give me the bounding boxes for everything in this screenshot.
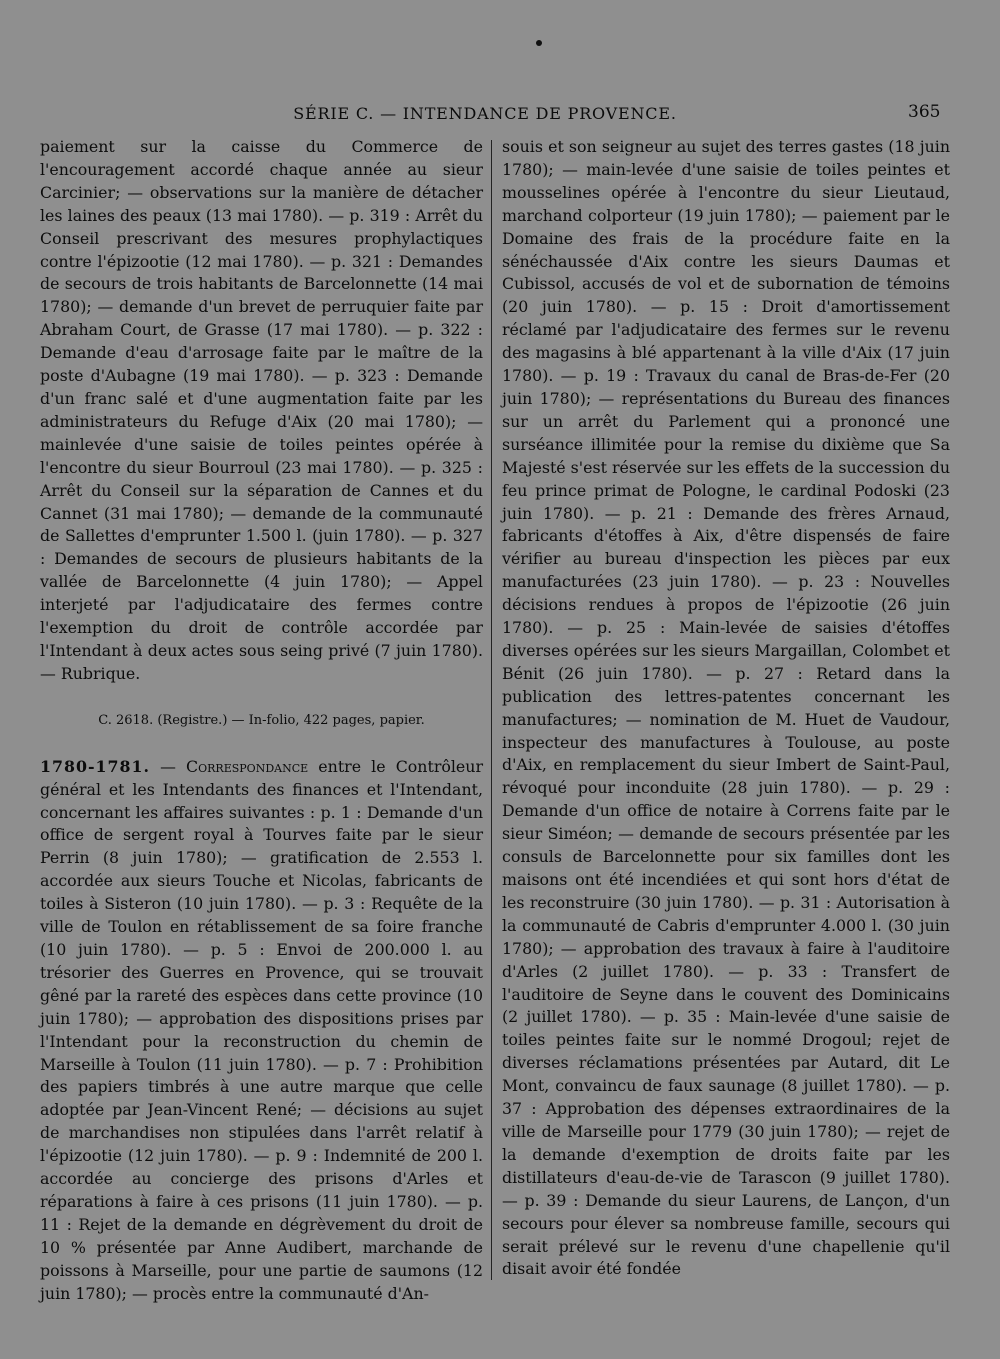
column-divider (491, 140, 492, 1280)
entry-body: entre le Contrôleur général et les Intendants des finances et l'Intendant, concernant les affaires suivantes : p. 1 : Demande d'un office de sergent royal à Tourves faite par le sieur Perrin (8 juin 1780); — gratification de 2.553 l. accordée aux sieurs Touche et Nicolas, fabricants de toiles à Sisteron (10 juin 1780). — p. 3 : Requête de la ville de Toulon en rétablissement de sa foire franche (10 juin 1780). — p. 5 : Envoi de 200.000 l. au trésorier des Guerres en Provence, qui se trouvait gêné par la rareté des espèces dans cette province (10 juin 1780); — approbation des dispositions prises par l'Intendant pour la reconstruction du chemin de Marseille à Toulon (11 juin 1780). — p. 7 : Prohibition des papiers timbrés à une autre marque que celle adoptée par Jean-Vincent René; — décisions au sujet de marchandises non stipulées dans l'arrêt relatif à l'épizootie (12 juin 1780). — p. 9 : Indemnité de 200 l. accordée au concierge des prisons d'Arles et réparations à faire à ces prisons (11 juin 1780). — p. 11 : Rejet de la demande en dégrèvement du droit de 10 % présentée par Anne Audibert, marchande de poissons à Marseille, pour une partie de saumons (12 juin 1780); — procès entre la communauté d'An- (40, 756, 484, 1303)
entry-date: 1780-1781. (40, 756, 150, 776)
entry-heading: Correspondance (186, 756, 309, 776)
entry-c2618: 1780-1781. — Correspondance entre le Contrôleur général et les Intendants des finances et l'Intendant, concernant les affaires suivantes : p. 1 : Demande d'un office de sergent royal à Tourves faite par le sieur Perrin (8 juin 1780); — gratification de 2.553 l. accordée aux sieurs Touche et Nicolas, fabricants de toiles à Sisteron (10 juin 1780). — p. 3 : Requête de la ville de Toulon en rétablissement de sa foire franche (10 juin 1780). — p. 5 : Envoi de 200.000 l. au trésorier des Guerres en Provence, qui se trouvait gêné par la rareté des espèces dans cette province (10 juin 1780); — approbation des dispositions prises par l'Intendant pour la reconstruction du chemin de Marseille à Toulon (11 juin 1780). — p. 7 : Prohibition des papiers timbrés à une autre marque que celle adoptée par Jean-Vincent René; — décisions au sujet de marchandises non stipulées dans l'arrêt relatif à l'épizootie (12 juin 1780). — p. 9 : Indemnité de 200 l. accordée au concierge des prisons d'Arles et réparations à faire à ces prisons (11 juin 1780). — p. 11 : Rejet de la demande en dégrèvement du droit de 10 % présentée par Anne Audibert, marchande de poissons à Marseille, pour une partie de saumons (12 juin 1780); — procès entre la communauté d'An- (40, 756, 484, 1303)
running-title: SÉRIE C. — INTENDANCE DE PROVENCE. (293, 104, 677, 123)
register-description: C. 2618. (Registre.) — In-folio, 422 pages, papier. (98, 712, 425, 728)
ink-speck (536, 40, 542, 46)
page-number: 365 (908, 102, 941, 122)
continued-entry-text: paiement sur la caisse du Commerce de l'encouragement accordé chaque année au sieur Carcinier; — observations sur la manière de détacher les laines des peaux (13 mai 1780). — p. 319 : Arrêt du Conseil prescrivant des mesures prophylactiques contre l'épizootie (12 mai 1780). — p. 321 : Demandes de secours de trois habitants de Barcelonnette (14 mai 1780); — demande d'un brevet de perruquier faite par Abraham Court, de Grasse (17 mai 1780). — p. 322 : Demande d'eau d'arrosage faite par le maître de la poste d'Aubagne (19 mai 1780). — p. 323 : Demande d'un franc salé et d'une augmentation faite par les administrateurs du Refuge d'Aix (20 mai 1780); — mainlevée d'une saisie de toiles peintes opérée à l'encontre du sieur Bourroul (23 mai 1780). — p. 325 : Arrêt du Conseil sur la séparation de Cannes et du Cannet (31 mai 1780); — demande de la communauté de Sallettes d'emprunter 1.500 l. (juin 1780). — p. 327 : Demandes de secours de plusieurs habitants de la vallée de Barcelonnette (4 juin 1780); — Appel interjeté par l'adjudicataire des fermes contre l'exemption du droit de contrôle accordée par l'Intendant à deux actes sous seing privé (7 juin 1780). — Rubrique. (40, 137, 483, 683)
page-header (0, 104, 1000, 130)
right-column (502, 136, 950, 1281)
right-column-text: souis et son seigneur au sujet des terres gastes (18 juin 1780); — main-levée d'une saisie de toiles peintes et mousselines opérée à l'encontre du sieur Lieutaud, marchand colporteur (19 juin 1780); — paiement par le Domaine des frais de la procédure faite en la sénéchaussée d'Aix contre les sieurs Daumas et Cubissol, accusés de vol et de subornation de témoins (20 juin 1780). — p. 15 : Droit d'amortissement réclamé par l'adjudicataire des fermes sur le revenu des magasins à blé appartenant à la ville d'Aix (17 juin 1780). — p. 19 : Travaux du canal de Bras-de-Fer (20 juin 1780); — représentations du Bureau des finances sur un arrêt du Parlement qui a prononcé une surséance illimitée pour la remise du dixième que Sa Majesté s'est réservée sur les effets de la succession du feu prince primat de Pologne, le cardinal Podoski (23 juin 1780). — p. 21 : Demande des frères Arnaud, fabricants d'étoffes à Aix, d'être dispensés de faire vérifier au bureau d'inspection les pièces par eux manufacturées (23 juin 1780). — p. 23 : Nouvelles décisions rendues à propos de l'épizootie (26 juin 1780). — p. 25 : Main-levée de saisies d'étoffes diverses opérées sur les sieurs Margaillan, Colombet et Bénit (26 juin 1780). — p. 27 : Retard dans la publication des lettres-patentes concernant les manufactures; — nomination de M. Huet de Vaudour, inspecteur des manufactures à Toulouse, au poste d'Aix, en remplacement du sieur Imbert de Saint-Paul, révoqué pour inconduite (28 juin 1780). — p. 29 : Demande d'un office de notaire à Correns faite par le sieur Siméon; — demande de secours présentée par les consuls de Barcelonnette pour six familles dont les maisons ont été incendiées et qui sont hors d'état de les reconstruire (30 juin 1780). — p. 31 : Autorisation à la communauté de Cabris d'emprunter 4.000 l. (30 juin 1780); — approbation des travaux à faire à l'auditoire d'Arles (2 juillet 1780). — p. 33 : Transfert de l'auditoire de Seyne dans le couvent des Dominicains (2 juillet 1780). — p. 35 : Main-levée d'une saisie de toiles peintes faite sur le nommé Drogoul; rejet de diverses réclamations présentées par Autard, dit Le Mont, convaincu de faux saunage (8 juillet 1780). — p. 37 : Approbation des dépenses extraordinaires de la ville de Marseille pour 1779 (30 juin 1780); — rejet de la demande d'exemption de droits faite par les distillateurs d'eau-de-vie de Tarascon (9 juillet 1780). — p. 39 : Demande du sieur Laurens, de Lançon, d'un secours pour élever sa nombreuse famille, secours qui serait prélevé sur le revenu d'une chapellenie qu'il disait avoir été fondée (502, 137, 950, 1279)
left-column (40, 136, 483, 1306)
